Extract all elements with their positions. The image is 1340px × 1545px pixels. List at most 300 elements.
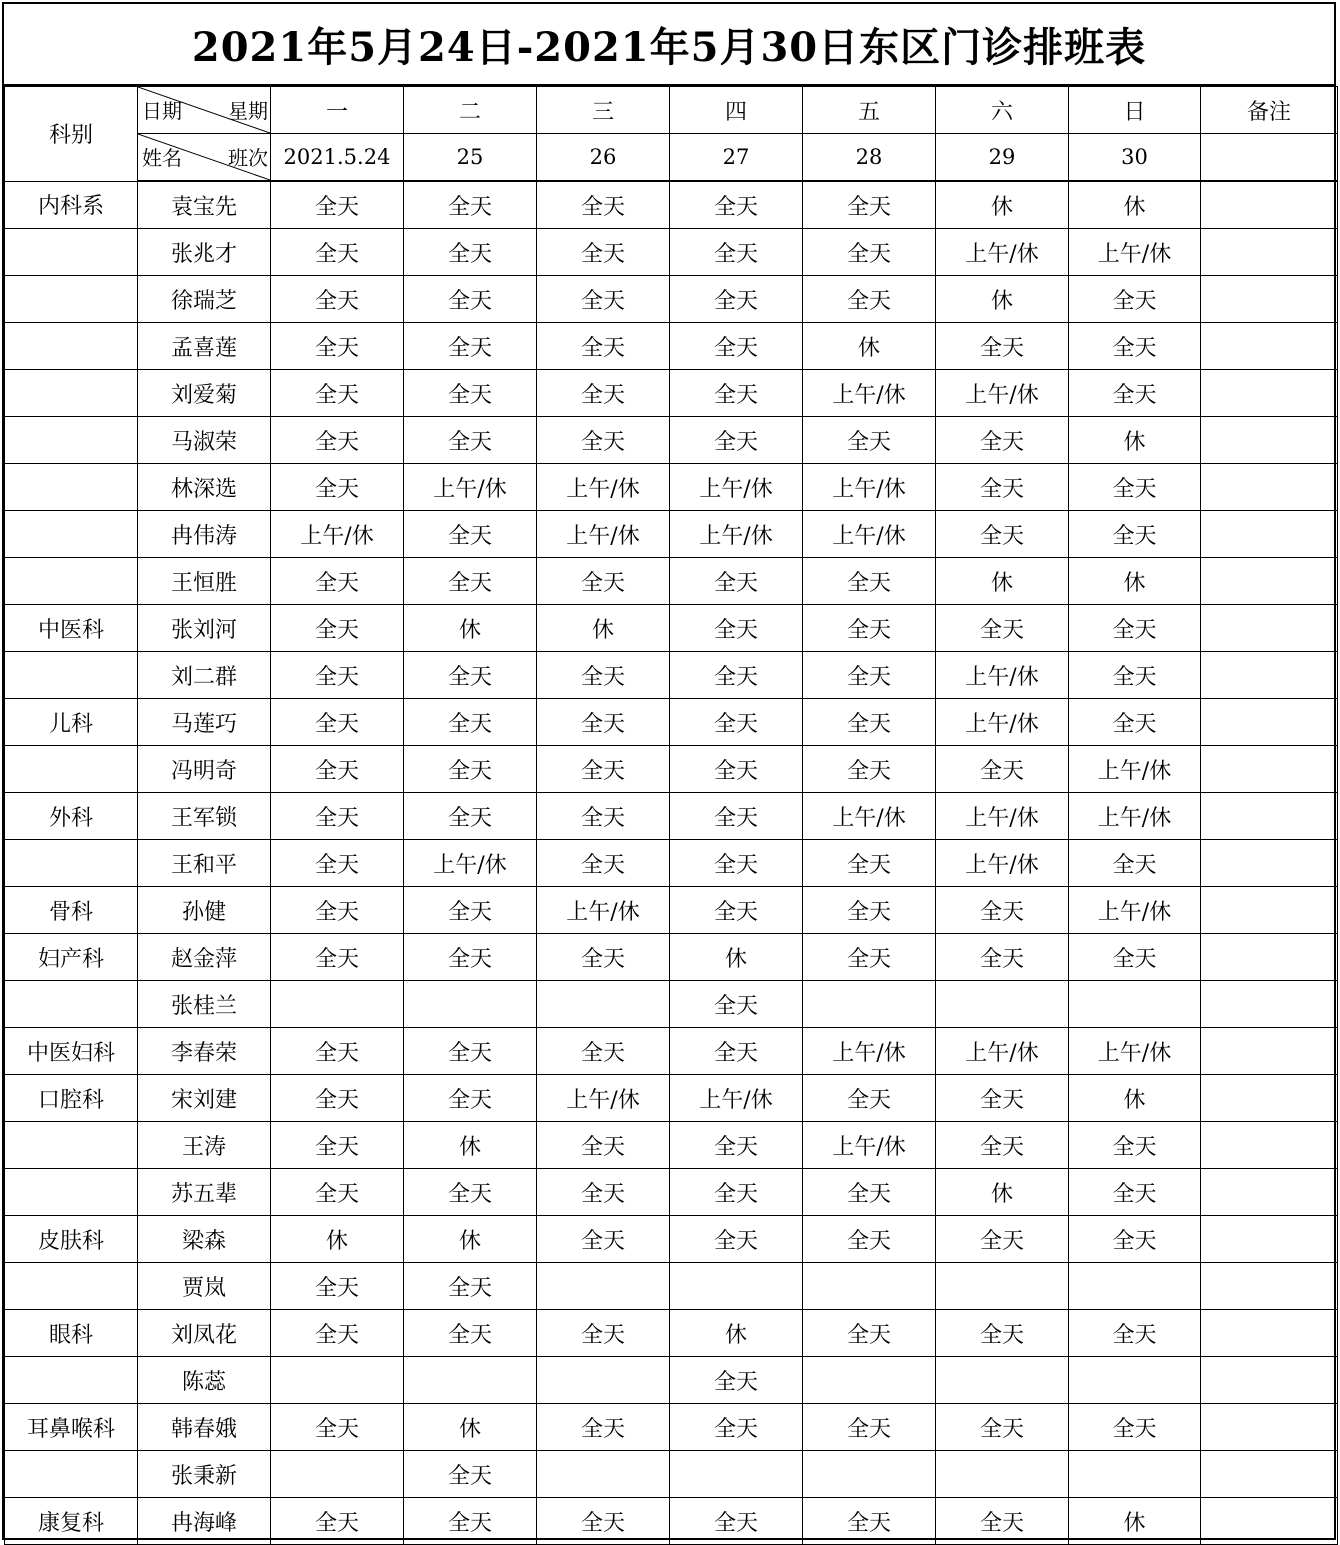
table-row [5, 840, 1338, 887]
shift-cell [1069, 1357, 1201, 1404]
shift-cell: 全天 [271, 840, 404, 887]
dept-cell: 骨科 [5, 887, 138, 934]
table-row [5, 981, 1338, 1028]
dept-cell: 外科 [5, 793, 138, 840]
shift-cell: 全天 [670, 887, 803, 934]
shift-cell: 休 [404, 605, 537, 652]
remarks-cell [1201, 1169, 1338, 1216]
date-header: 29 [936, 134, 1069, 182]
shift-cell: 全天 [936, 417, 1069, 464]
shift-cell: 全天 [404, 699, 537, 746]
doctor-name-cell: 赵金萍 [138, 934, 271, 981]
shift-cell: 全天 [803, 934, 936, 981]
shift-cell: 全天 [1069, 323, 1201, 370]
shift-cell: 全天 [936, 323, 1069, 370]
shift-cell: 全天 [1069, 699, 1201, 746]
shift-cell: 全天 [670, 229, 803, 276]
remarks-cell [1201, 370, 1338, 417]
shift-cell: 全天 [803, 887, 936, 934]
shift-cell: 全天 [404, 229, 537, 276]
schedule-table [4, 86, 1338, 1545]
shift-cell: 全天 [537, 934, 670, 981]
shift-cell [271, 1451, 404, 1498]
remarks-cell [1201, 699, 1338, 746]
shift-cell [404, 1357, 537, 1404]
weekday-header: 五 [803, 87, 936, 134]
shift-cell: 全天 [803, 229, 936, 276]
shift-cell: 全天 [1069, 1169, 1201, 1216]
remarks-cell [1201, 1451, 1338, 1498]
remarks-cell [1201, 276, 1338, 323]
shift-cell [537, 1263, 670, 1310]
shift-cell: 全天 [404, 1498, 537, 1545]
shift-cell: 全天 [670, 1028, 803, 1075]
remarks-cell [1201, 981, 1338, 1028]
table-row [5, 1310, 1338, 1357]
remarks-cell [1201, 1075, 1338, 1122]
table-row [5, 1451, 1338, 1498]
remarks-cell [1201, 558, 1338, 605]
table-row [5, 417, 1338, 464]
shift-cell: 休 [404, 1216, 537, 1263]
shift-cell: 上午/休 [670, 464, 803, 511]
table-row [5, 464, 1338, 511]
schedule-sheet [2, 2, 1336, 1540]
shift-cell: 全天 [1069, 1404, 1201, 1451]
remarks-cell [1201, 840, 1338, 887]
dept-cell [5, 1451, 138, 1498]
remarks-cell [1201, 134, 1338, 182]
remarks-cell [1201, 1216, 1338, 1263]
date-header: 2021.5.24 [271, 134, 404, 182]
shift-cell [1069, 1263, 1201, 1310]
shift-cell: 全天 [537, 746, 670, 793]
shift-cell: 全天 [404, 1310, 537, 1357]
shift-cell: 全天 [670, 1404, 803, 1451]
doctor-name-cell: 徐瑞芝 [138, 276, 271, 323]
shift-cell: 全天 [936, 1404, 1069, 1451]
dept-cell: 口腔科 [5, 1075, 138, 1122]
shift-cell: 全天 [537, 558, 670, 605]
shift-cell: 上午/休 [1069, 793, 1201, 840]
shift-cell: 全天 [803, 605, 936, 652]
shift-cell: 休 [670, 934, 803, 981]
shift-cell: 休 [936, 276, 1069, 323]
doctor-name-cell: 陈蕊 [138, 1357, 271, 1404]
table-row [5, 1357, 1338, 1404]
doctor-name-cell: 冉伟涛 [138, 511, 271, 558]
dept-cell [5, 1357, 138, 1404]
shift-cell [404, 981, 537, 1028]
shift-cell: 全天 [537, 181, 670, 229]
shift-cell: 全天 [271, 417, 404, 464]
shift-cell: 全天 [271, 181, 404, 229]
table-row [5, 934, 1338, 981]
shift-cell: 全天 [404, 181, 537, 229]
shift-cell: 全天 [271, 1310, 404, 1357]
date-header: 30 [1069, 134, 1201, 182]
shift-cell: 上午/休 [670, 511, 803, 558]
dept-cell [5, 229, 138, 276]
diagonal-header-date-weekday [138, 87, 271, 134]
table-row [5, 1122, 1338, 1169]
shift-cell: 全天 [670, 276, 803, 323]
shift-cell [1069, 1451, 1201, 1498]
doctor-name-cell: 张刘河 [138, 605, 271, 652]
shift-cell: 全天 [803, 699, 936, 746]
doctor-name-cell: 孟喜莲 [138, 323, 271, 370]
table-row [5, 652, 1338, 699]
doctor-name-cell: 苏五辈 [138, 1169, 271, 1216]
dept-cell [5, 981, 138, 1028]
shift-cell: 全天 [537, 652, 670, 699]
remarks-cell [1201, 1310, 1338, 1357]
shift-cell: 上午/休 [1069, 1028, 1201, 1075]
doctor-name-cell: 林深选 [138, 464, 271, 511]
shift-cell: 全天 [537, 699, 670, 746]
weekday-header: 四 [670, 87, 803, 134]
remarks-cell [1201, 1263, 1338, 1310]
remarks-cell [1201, 511, 1338, 558]
doctor-name-cell: 李春荣 [138, 1028, 271, 1075]
table-row [5, 323, 1338, 370]
table-row [5, 1263, 1338, 1310]
shift-cell: 全天 [1069, 1122, 1201, 1169]
remarks-cell [1201, 464, 1338, 511]
table-row [5, 1404, 1338, 1451]
dept-cell: 内科系 [5, 181, 138, 229]
shift-cell: 全天 [271, 699, 404, 746]
doctor-name-cell: 孙健 [138, 887, 271, 934]
shift-cell: 全天 [537, 370, 670, 417]
shift-cell: 全天 [271, 323, 404, 370]
shift-cell: 全天 [404, 1263, 537, 1310]
remarks-cell [1201, 1404, 1338, 1451]
dept-cell: 中医科 [5, 605, 138, 652]
diag-date-label: 日期 [142, 99, 182, 123]
shift-cell: 全天 [670, 1169, 803, 1216]
shift-cell: 全天 [537, 1216, 670, 1263]
shift-cell: 全天 [670, 1122, 803, 1169]
weekday-header: 日 [1069, 87, 1201, 134]
shift-cell: 全天 [803, 840, 936, 887]
doctor-name-cell: 刘二群 [138, 652, 271, 699]
dept-cell [5, 417, 138, 464]
shift-cell [803, 1451, 936, 1498]
shift-cell: 全天 [271, 370, 404, 417]
shift-cell: 休 [936, 181, 1069, 229]
shift-cell: 上午/休 [1069, 229, 1201, 276]
shift-cell: 全天 [404, 511, 537, 558]
shift-cell: 全天 [1069, 840, 1201, 887]
table-row [5, 1498, 1338, 1545]
remarks-cell [1201, 417, 1338, 464]
shift-cell: 上午/休 [936, 229, 1069, 276]
shift-cell: 全天 [537, 1310, 670, 1357]
shift-cell: 全天 [271, 1075, 404, 1122]
shift-cell [803, 1357, 936, 1404]
shift-cell: 全天 [537, 323, 670, 370]
remarks-cell [1201, 652, 1338, 699]
shift-cell: 全天 [1069, 464, 1201, 511]
shift-cell: 全天 [1069, 1216, 1201, 1263]
shift-cell: 上午/休 [936, 840, 1069, 887]
table-row [5, 793, 1338, 840]
shift-cell: 全天 [404, 887, 537, 934]
remarks-cell [1201, 229, 1338, 276]
dept-cell [5, 511, 138, 558]
remarks-cell [1201, 793, 1338, 840]
shift-cell: 休 [670, 1310, 803, 1357]
shift-cell: 全天 [271, 229, 404, 276]
shift-cell: 全天 [1069, 370, 1201, 417]
doctor-name-cell: 马莲巧 [138, 699, 271, 746]
shift-cell: 全天 [803, 1075, 936, 1122]
dept-cell: 儿科 [5, 699, 138, 746]
doctor-name-cell: 刘爱菊 [138, 370, 271, 417]
shift-cell: 全天 [271, 793, 404, 840]
shift-cell: 全天 [936, 1310, 1069, 1357]
shift-cell: 全天 [271, 1263, 404, 1310]
shift-cell [936, 1451, 1069, 1498]
shift-cell: 全天 [271, 558, 404, 605]
doctor-name-cell: 刘凤花 [138, 1310, 271, 1357]
shift-cell: 全天 [670, 605, 803, 652]
shift-cell [537, 981, 670, 1028]
dept-cell [5, 276, 138, 323]
shift-cell: 上午/休 [537, 1075, 670, 1122]
shift-cell: 全天 [537, 1169, 670, 1216]
shift-cell: 全天 [404, 276, 537, 323]
diagonal-header-name-shift [138, 134, 271, 182]
remarks-cell [1201, 1028, 1338, 1075]
shift-cell: 全天 [936, 1498, 1069, 1545]
shift-cell [537, 1451, 670, 1498]
shift-cell [670, 1263, 803, 1310]
shift-cell: 全天 [537, 417, 670, 464]
shift-cell: 全天 [803, 746, 936, 793]
doctor-name-cell: 贾岚 [138, 1263, 271, 1310]
shift-cell: 休 [1069, 1498, 1201, 1545]
remarks-cell [1201, 746, 1338, 793]
shift-cell: 全天 [670, 652, 803, 699]
shift-cell: 全天 [271, 887, 404, 934]
dept-cell [5, 558, 138, 605]
shift-cell: 休 [404, 1122, 537, 1169]
shift-cell: 全天 [670, 699, 803, 746]
shift-cell [271, 981, 404, 1028]
weekday-header: 一 [271, 87, 404, 134]
shift-cell: 全天 [271, 652, 404, 699]
shift-cell: 全天 [670, 746, 803, 793]
shift-cell: 休 [803, 323, 936, 370]
dept-cell: 耳鼻喉科 [5, 1404, 138, 1451]
shift-cell: 全天 [271, 1404, 404, 1451]
shift-cell: 上午/休 [404, 840, 537, 887]
doctor-name-cell: 梁森 [138, 1216, 271, 1263]
doctor-name-cell: 王恒胜 [138, 558, 271, 605]
shift-cell: 全天 [803, 417, 936, 464]
shift-cell: 全天 [936, 746, 1069, 793]
table-row [5, 558, 1338, 605]
shift-cell: 上午/休 [537, 511, 670, 558]
shift-cell: 全天 [271, 464, 404, 511]
doctor-name-cell: 张兆才 [138, 229, 271, 276]
table-row [5, 276, 1338, 323]
shift-cell: 上午/休 [670, 1075, 803, 1122]
shift-cell: 上午/休 [537, 464, 670, 511]
table-row [5, 370, 1338, 417]
shift-cell: 全天 [803, 1310, 936, 1357]
doctor-name-cell: 宋刘建 [138, 1075, 271, 1122]
shift-cell: 全天 [271, 1169, 404, 1216]
doctor-name-cell: 袁宝先 [138, 181, 271, 229]
shift-cell: 休 [936, 1169, 1069, 1216]
doctor-name-cell: 王涛 [138, 1122, 271, 1169]
shift-cell: 上午/休 [803, 1122, 936, 1169]
diag-weekday-label: 星期 [228, 99, 268, 123]
shift-cell: 全天 [537, 1028, 670, 1075]
remarks-cell [1201, 887, 1338, 934]
page-title: 2021年5月24日-2021年5月30日东区门诊排班表 [4, 4, 1334, 86]
shift-cell: 上午/休 [271, 511, 404, 558]
shift-cell [936, 1263, 1069, 1310]
table-row [5, 605, 1338, 652]
table-row [5, 1216, 1338, 1263]
shift-cell: 全天 [670, 981, 803, 1028]
shift-cell: 全天 [537, 1404, 670, 1451]
header-row-dates [5, 134, 1338, 182]
shift-cell: 上午/休 [936, 793, 1069, 840]
shift-cell: 全天 [803, 1498, 936, 1545]
doctor-name-cell: 王军锁 [138, 793, 271, 840]
dept-cell: 康复科 [5, 1498, 138, 1545]
shift-cell: 全天 [537, 1122, 670, 1169]
shift-cell: 全天 [404, 323, 537, 370]
diag-shift-label: 班次 [228, 146, 268, 170]
shift-cell: 全天 [404, 746, 537, 793]
dept-cell [5, 464, 138, 511]
shift-cell: 全天 [936, 887, 1069, 934]
remarks-cell [1201, 1122, 1338, 1169]
shift-cell: 上午/休 [936, 370, 1069, 417]
table-row [5, 511, 1338, 558]
table-row [5, 229, 1338, 276]
shift-cell: 全天 [936, 1216, 1069, 1263]
table-row [5, 1075, 1338, 1122]
shift-cell: 全天 [670, 1357, 803, 1404]
remarks-cell [1201, 323, 1338, 370]
shift-cell: 上午/休 [803, 511, 936, 558]
shift-cell: 全天 [271, 1028, 404, 1075]
dept-cell: 妇产科 [5, 934, 138, 981]
weekday-header: 六 [936, 87, 1069, 134]
dept-cell [5, 652, 138, 699]
shift-cell: 全天 [404, 370, 537, 417]
shift-cell: 全天 [537, 793, 670, 840]
shift-cell: 全天 [271, 1498, 404, 1545]
shift-cell: 全天 [670, 558, 803, 605]
weekday-header: 二 [404, 87, 537, 134]
shift-cell: 全天 [670, 840, 803, 887]
shift-cell: 休 [404, 1404, 537, 1451]
shift-cell [670, 1451, 803, 1498]
shift-cell: 全天 [936, 511, 1069, 558]
shift-cell: 休 [537, 605, 670, 652]
diag-name-label: 姓名 [142, 146, 182, 170]
shift-cell: 全天 [537, 840, 670, 887]
table-row [5, 181, 1338, 229]
shift-cell: 休 [1069, 1075, 1201, 1122]
shift-cell [1069, 981, 1201, 1028]
remarks-cell [1201, 934, 1338, 981]
dept-cell [5, 1169, 138, 1216]
shift-cell: 全天 [936, 1122, 1069, 1169]
shift-cell: 全天 [803, 558, 936, 605]
shift-cell: 全天 [670, 793, 803, 840]
dept-cell: 中医妇科 [5, 1028, 138, 1075]
shift-cell: 休 [1069, 558, 1201, 605]
shift-cell: 全天 [1069, 605, 1201, 652]
shift-cell [803, 981, 936, 1028]
shift-cell: 全天 [803, 276, 936, 323]
shift-cell: 全天 [271, 605, 404, 652]
shift-cell: 全天 [1069, 652, 1201, 699]
shift-cell: 上午/休 [803, 464, 936, 511]
shift-cell: 全天 [404, 1451, 537, 1498]
shift-cell: 全天 [404, 793, 537, 840]
remarks-cell [1201, 605, 1338, 652]
table-row [5, 1028, 1338, 1075]
doctor-name-cell: 韩春娥 [138, 1404, 271, 1451]
shift-cell [537, 1357, 670, 1404]
doctor-name-cell: 张秉新 [138, 1451, 271, 1498]
shift-cell: 全天 [271, 746, 404, 793]
shift-cell: 全天 [803, 1404, 936, 1451]
shift-cell: 全天 [936, 464, 1069, 511]
date-header: 26 [537, 134, 670, 182]
shift-cell: 上午/休 [404, 464, 537, 511]
shift-cell: 上午/休 [803, 370, 936, 417]
dept-cell [5, 1263, 138, 1310]
shift-cell: 上午/休 [1069, 887, 1201, 934]
date-header: 27 [670, 134, 803, 182]
shift-cell: 全天 [404, 652, 537, 699]
dept-cell: 眼科 [5, 1310, 138, 1357]
shift-cell: 全天 [936, 605, 1069, 652]
dept-cell [5, 746, 138, 793]
shift-cell: 全天 [537, 276, 670, 323]
shift-cell: 休 [1069, 181, 1201, 229]
dept-cell [5, 840, 138, 887]
table-row [5, 1169, 1338, 1216]
shift-cell: 全天 [271, 934, 404, 981]
remarks-cell [1201, 181, 1338, 229]
dept-cell [5, 370, 138, 417]
shift-cell: 休 [271, 1216, 404, 1263]
date-header: 28 [803, 134, 936, 182]
shift-cell: 全天 [1069, 276, 1201, 323]
shift-cell: 全天 [1069, 1310, 1201, 1357]
weekday-header: 三 [537, 87, 670, 134]
shift-cell: 全天 [803, 652, 936, 699]
table-row [5, 699, 1338, 746]
shift-cell: 上午/休 [803, 1028, 936, 1075]
shift-cell: 休 [1069, 417, 1201, 464]
shift-cell: 上午/休 [936, 699, 1069, 746]
shift-cell: 全天 [271, 276, 404, 323]
shift-cell: 休 [936, 558, 1069, 605]
